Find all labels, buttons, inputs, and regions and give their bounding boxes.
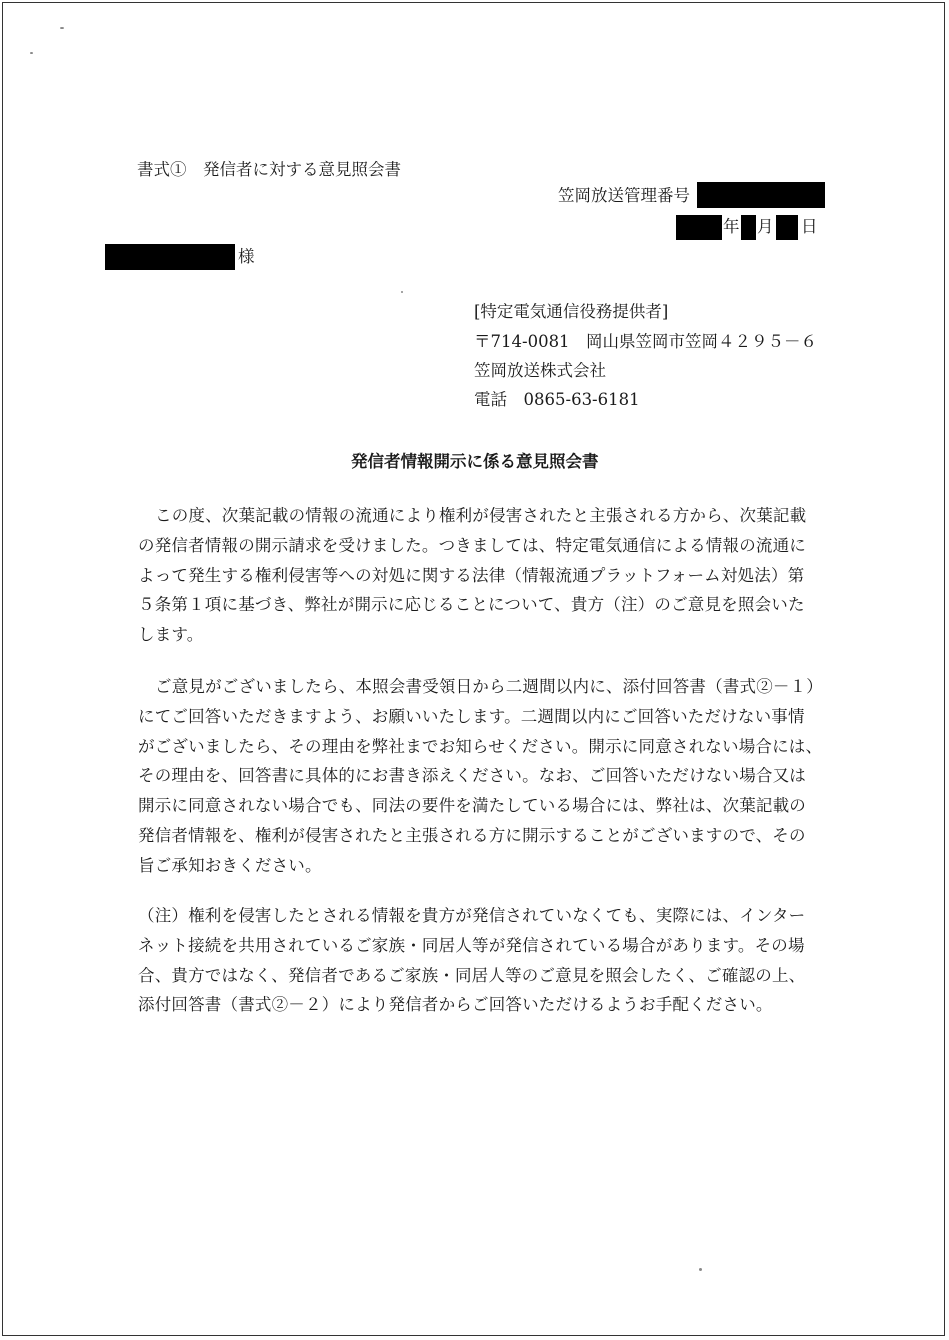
scan-speck: [30, 52, 33, 54]
paragraph-2-line: ご意見がございましたら、本照会書受領日から二週間以内に、添付回答書（書式②－１）: [155, 677, 823, 696]
note-line: ネット接続を共用されているご家族・同居人等が発信されている場合があります。その場: [138, 935, 805, 955]
document-title: 発信者情報開示に係る意見照会書: [351, 452, 599, 471]
date-day-label: 日: [801, 217, 818, 236]
scan-speck: [60, 27, 64, 29]
note-paragraph: [138, 901, 818, 1020]
redacted-recipient-name: [105, 244, 235, 270]
paragraph-1-line: します。: [138, 625, 204, 645]
date-year-label: 年: [723, 217, 740, 236]
recipient-suffix: 様: [238, 247, 255, 266]
redacted-management-number: [697, 182, 825, 208]
note-line: 合、貴方ではなく、発信者であるご家族・同居人等のご意見を照会したく、ご確認の上、: [138, 965, 806, 985]
paragraph-1-line: この度、次葉記載の情報の流通により権利が侵害されたと主張される方から、次葉記載: [155, 506, 807, 525]
provider-phone: 電話 0865-63-6181: [474, 390, 640, 409]
redacted-day: [776, 215, 798, 240]
date-month-label: 月: [757, 217, 774, 236]
provider-heading: [特定電気通信役務提供者]: [474, 302, 669, 321]
paragraph-1-line: の発信者情報の開示請求を受けました。つきましては、特定電気通信による情報の流通に: [138, 535, 806, 555]
provider-address: 〒714-0081 岡山県笠岡市笠岡４２９５－６: [474, 332, 818, 351]
paragraph-2: [138, 672, 823, 881]
management-number-label: 笠岡放送管理番号: [558, 186, 690, 205]
paragraph-2-line: にてご回答いただきますよう、お願いいたします。二週間以内にご回答いただけない事情: [138, 706, 805, 726]
redacted-year: [676, 215, 722, 240]
paragraph-2-line: 開示に同意されない場合でも、同法の要件を満たしている場合には、弊社は、次葉記載の: [138, 796, 806, 816]
note-line: （注）権利を侵害したとされる情報を貴方が発信されていなくても、実際には、インター: [138, 906, 806, 925]
paragraph-1-line: ５条第１項に基づき、弊社が開示に応じることについて、貴方（注）のご意見を照会いた: [138, 595, 805, 615]
paragraph-2-line: 旨ご承知おきください。: [138, 855, 322, 875]
paragraph-1: [138, 501, 818, 650]
paragraph-1-line: よって発生する権利侵害等への対処に関する法律（情報流通プラットフォーム対処法）第: [138, 565, 805, 585]
paragraph-2-line: がございましたら、その理由を弊社までお知らせください。開示に同意されない場合には、: [138, 736, 823, 756]
provider-company: 笠岡放送株式会社: [474, 361, 606, 380]
scan-speck: [401, 291, 403, 293]
paragraph-2-line: その理由を、回答書に具体的にお書き添えください。なお、ご回答いただけない場合又は: [138, 766, 806, 786]
note-line: 添付回答書（書式②－２）により発信者からご回答いただけるようお手配ください。: [138, 995, 773, 1015]
paragraph-2-line: 発信者情報を、権利が侵害されたと主張される方に開示することがございますので、その: [138, 825, 806, 845]
redacted-month: [741, 215, 756, 240]
form-label: 書式① 発信者に対する意見照会書: [137, 160, 401, 179]
scan-speck: [699, 1268, 702, 1271]
